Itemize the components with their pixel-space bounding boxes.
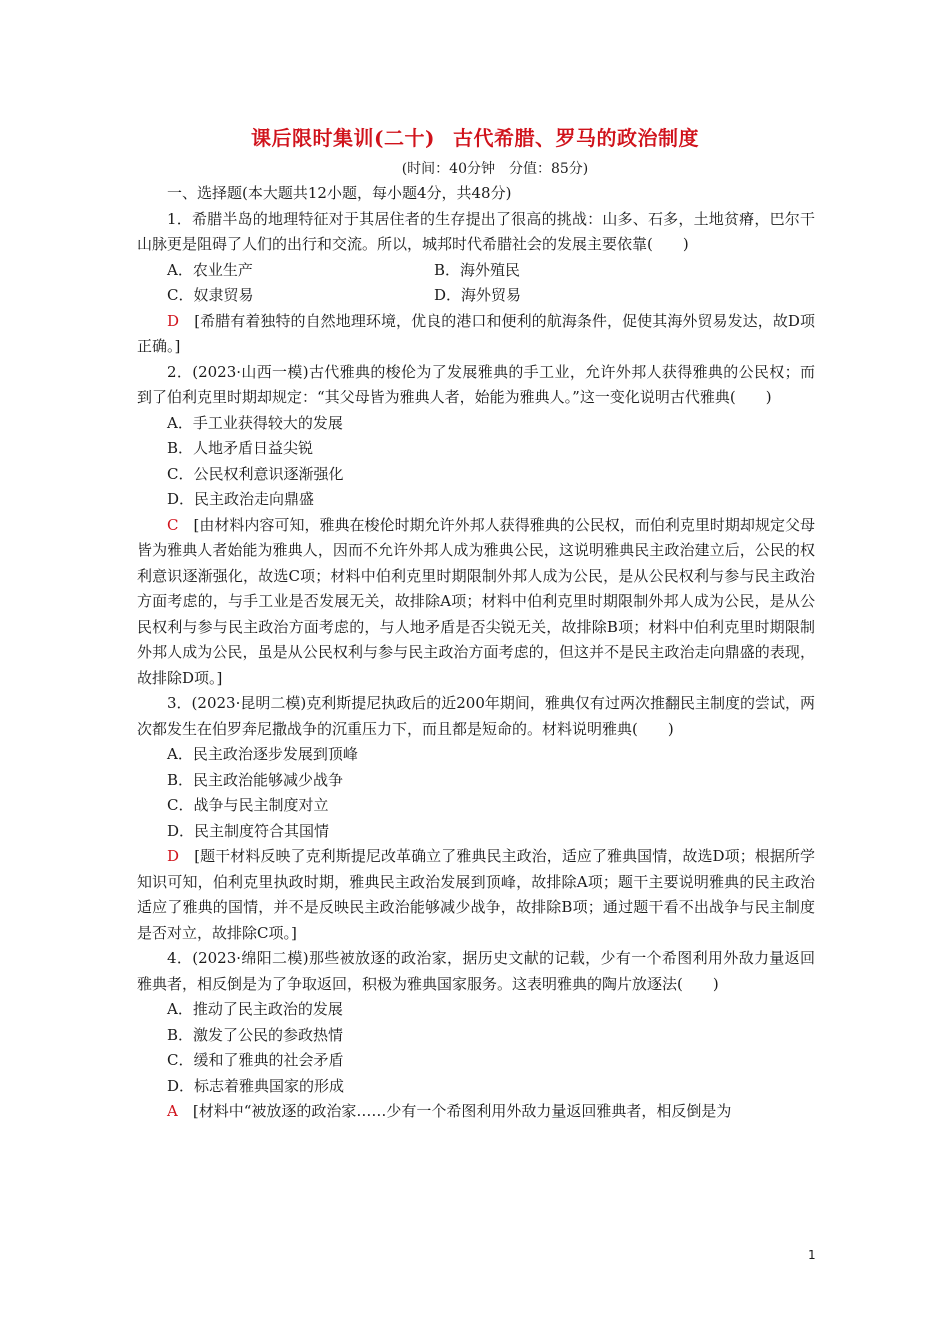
q4-option-b: B．激发了公民的参政热情 [167, 1025, 344, 1044]
q1-explanation: [希腊有着独特的自然地理环境，优良的港口和便利的航海条件，促使其海外贸易发达，故D项正确。] [137, 311, 815, 355]
title-topic: 古代希腊、罗马的政治制度 [452, 126, 699, 150]
q4-explanation: [材料中“被放逐的政治家……少有一个希图利用外敌力量返回雅典者，相反倒是为 [192, 1102, 732, 1120]
q2-answer-letter: C [167, 515, 179, 534]
title-series: 课后限时集训(二十) [251, 126, 435, 150]
q2-stem: 2．(2023·山西一模)古代雅典的梭伦为了发展雅典的手工业，允许外邦人获得雅典的公民权；而到了伯利克里时期却规定：“其父母皆为雅典人者，始能为雅典人。”这一变化说明古代雅典( ) [137, 362, 815, 406]
time-score-info: (时间：40分钟 分值：85分) [401, 161, 589, 177]
page-title [0, 122, 950, 151]
q2-option-d: D．民主政治走向鼎盛 [167, 490, 315, 508]
q2-option-c: C．公民权利意识逐渐强化 [167, 464, 344, 483]
q3-explanation: [题干材料反映了克利斯提尼改革确立了雅典民主政治，适应了雅典国情，故选D项；根据所学知识可知，伯利克里执政时期，雅典民主政治发展到顶峰，故排除A项；题干主要说明雅典的民主政治适应了雅典的国情，并不是反映民主政治能够减少战争，故排除B项；通过题干看不出战争与民主制度是否对立，故排除C项。] [137, 847, 815, 942]
q3-option-d: D．民主制度符合其国情 [167, 821, 330, 840]
q4-answer [137, 1099, 815, 1125]
q1-options-row2 [137, 283, 815, 309]
q3-option-a: A．民主政治逐步发展到顶峰 [167, 745, 358, 763]
q3-option-c: C．战争与民主制度对立 [167, 796, 329, 814]
q1-options-row1 [137, 258, 815, 284]
q3-answer [137, 844, 815, 946]
q3-option-b: B．民主政治能够减少战争 [167, 770, 344, 789]
q3-stem: 3．(2023·昆明二模)克利斯提尼执政后的近200年期间，雅典仅有过两次推翻民主制度的尝试，两次都发生在伯罗奔尼撒战争的沉重压力下，而且都是短命的。材料说明雅典( ) [137, 694, 815, 738]
q1-option-d: D．海外贸易 [434, 286, 522, 304]
q4-stem: 4．(2023·绵阳二模)那些被放逐的政治家，据历史文献的记载，少有一个希图利用外敌力量返回雅典者，相反倒是为了争取返回，积极为雅典国家服务。这表明雅典的陶片放逐法( ) [137, 949, 815, 993]
section-heading: 一、选择题(本大题共12小题，每小题4分，共48分) [167, 184, 512, 202]
q1-answer-letter: D [167, 311, 180, 330]
q4-answer-letter: A [167, 1102, 178, 1120]
page-number: 1 [808, 1248, 816, 1262]
q4-option-a: A．推动了民主政治的发展 [167, 1000, 343, 1018]
q1-answer [137, 309, 815, 360]
q4-option-c: C．缓和了雅典的社会矛盾 [167, 1051, 344, 1069]
question-content [137, 181, 815, 1125]
q1-stem: 1．希腊半岛的地理特征对于其居住者的生存提出了很高的挑战：山多、石多，土地贫瘠，巴尔干山脉更是阻碍了人们的出行和交流。所以，城邦时代希腊社会的发展主要依靠( ) [137, 209, 815, 253]
q3-answer-letter: D [167, 847, 180, 865]
q1-option-a: A．农业生产 [167, 260, 253, 279]
q4-option-d: D．标志着雅典国家的形成 [167, 1076, 345, 1095]
q1-option-b: B．海外殖民 [434, 260, 521, 279]
q2-explanation: [由材料内容可知，雅典在梭伦时期允许外邦人获得雅典的公民权，而伯利克里时期却规定父母皆为雅典人者始能为雅典人，因而不允许外邦人成为雅典公民，这说明雅典民主政治建立后，公民的权利意识逐渐强化，故选C项；材料中伯利克里时期限制外邦人成为公民，是从公民权利与参与民主政治方面考虑的，与手工业是否发展无关，故排除A项；材料中伯利克里时期限制外邦人成为公民，是从公民权利与参与民主政治方面考虑的，与人地矛盾是否尖锐无关，故排除B项；材料中伯利克里时期限制外邦人成为公民，虽是从公民权利与参与民主政治方面考虑的，但这并不是民主政治走向鼎盛的表现，故排除D项。] [137, 515, 815, 687]
q2-option-b: B．人地矛盾日益尖锐 [167, 439, 314, 457]
q2-answer [137, 513, 815, 692]
q2-option-a: A．手工业获得较大的发展 [167, 413, 343, 432]
q1-option-c: C．奴隶贸易 [167, 286, 254, 304]
